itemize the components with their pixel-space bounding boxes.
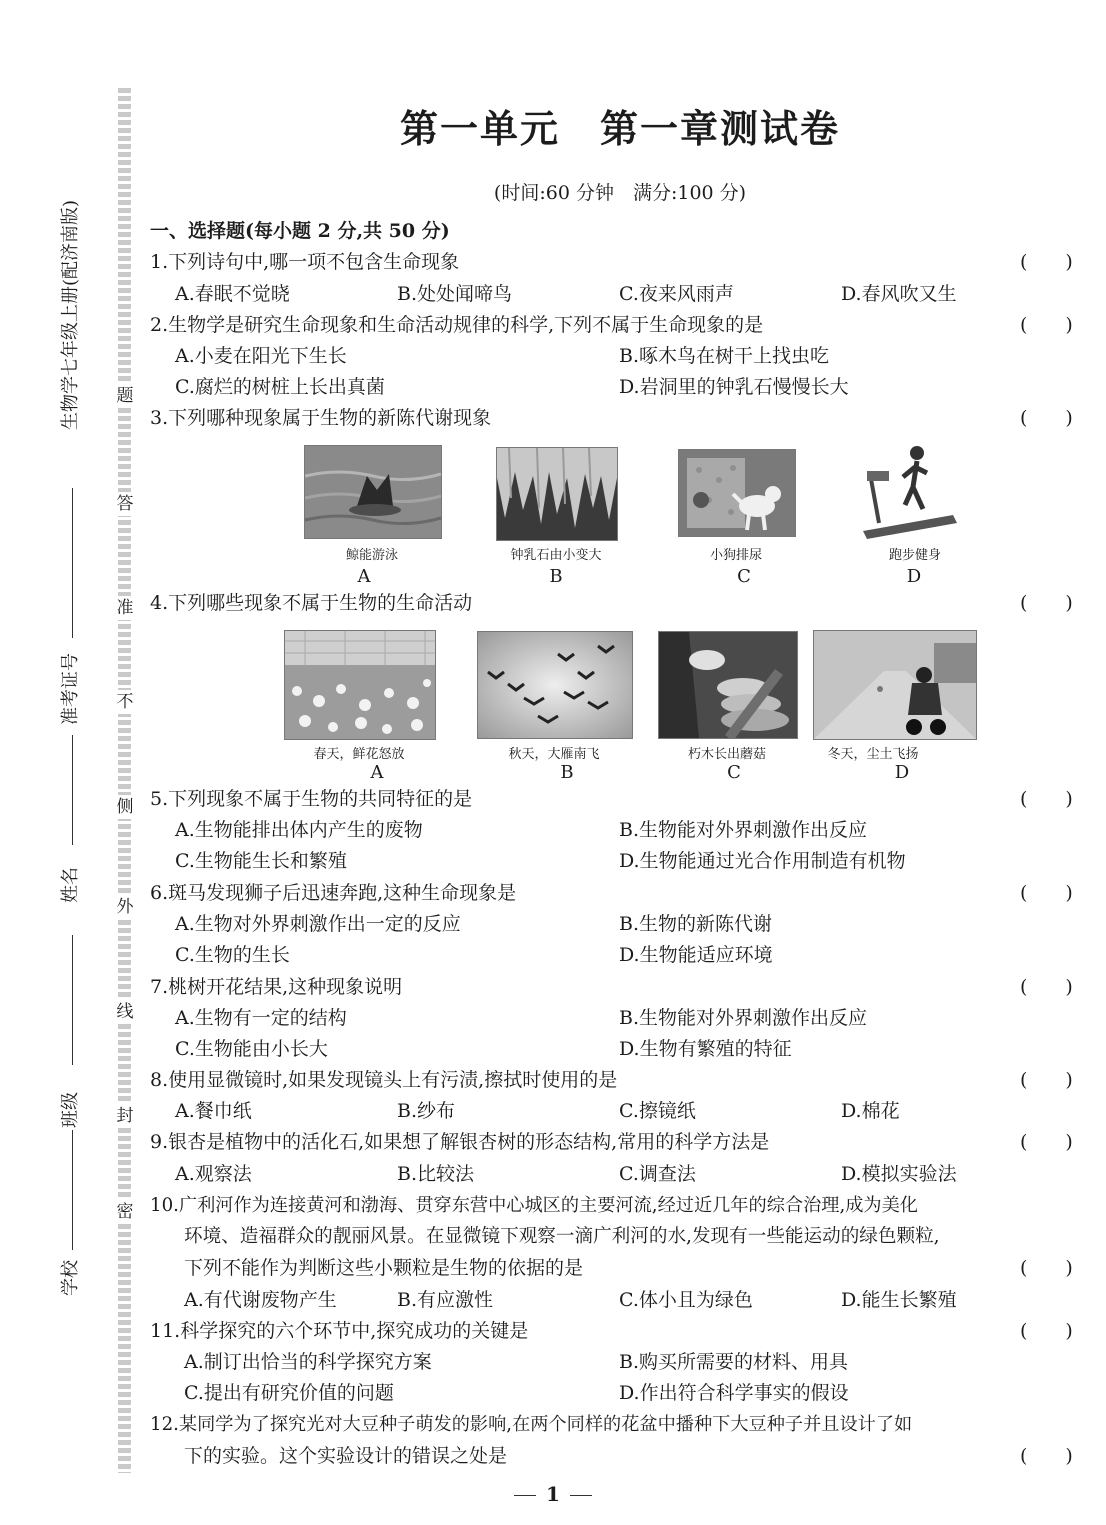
q2-option-a: A.小麦在阳光下生长 <box>175 345 347 367</box>
field-line <box>72 735 73 845</box>
q1-option-d: D.春风吹又生 <box>841 283 957 305</box>
answer-blank[interactable]: ( ) <box>1020 1445 1073 1467</box>
answer-blank[interactable]: ( ) <box>1020 788 1073 810</box>
answer-blank[interactable]: ( ) <box>1020 407 1073 429</box>
question-10-line-1: 10.广利河作为连接黄河和渤海、贯穿东营中心城区的主要河流,经过近几年的综合治理,成为美化 <box>150 1195 918 1216</box>
q2-option-d: D.岩洞里的钟乳石慢慢长大 <box>619 376 849 398</box>
field-name: 姓名 <box>60 867 81 903</box>
q4-label-a: A <box>370 762 384 783</box>
q7-option-a: A.生物有一定的结构 <box>175 1007 347 1029</box>
page-number <box>0 1482 1106 1506</box>
page-number-dash <box>570 1495 592 1496</box>
q1-option-c: C.夜来风雨声 <box>619 283 734 305</box>
question-10-line-2: 环境、造福群众的靓丽风景。在显微镜下观察一滴广利河的水,发现有一些能运动的绿色颗粒, <box>184 1226 940 1247</box>
field-exam-number: 准考证号 <box>60 653 81 725</box>
q5-option-b: B.生物能对外界刺激作出反应 <box>619 819 868 841</box>
binding-margin <box>0 0 140 1525</box>
answer-blank[interactable]: ( ) <box>1020 1257 1073 1279</box>
section-heading: 一、选择题(每小题 2 分,共 50 分) <box>150 220 450 242</box>
seal-char: 线 <box>112 1000 138 1024</box>
question-8-stem: 8.使用显微镜时,如果发现镜头上有污渍,擦拭时使用的是 <box>150 1069 618 1091</box>
field-line <box>72 488 73 638</box>
q10-option-b: B.有应激性 <box>397 1289 494 1311</box>
answer-blank[interactable]: ( ) <box>1020 976 1073 998</box>
question-10-line-3: 下列不能作为判断这些小颗粒是生物的依据的是 <box>184 1257 584 1279</box>
q5-option-d: D.生物能通过光合作用制造有机物 <box>619 850 906 872</box>
q8-option-a: A.餐巾纸 <box>175 1100 252 1122</box>
q6-option-d: D.生物能适应环境 <box>619 944 773 966</box>
q6-option-c: C.生物的生长 <box>175 944 290 966</box>
q4-caption-a: 春天，鲜花怒放 <box>313 747 405 762</box>
q11-option-c: C.提出有研究价值的问题 <box>184 1382 394 1404</box>
q4-caption-d: 冬天，尘土飞扬 <box>827 747 919 762</box>
seal-char: 不 <box>112 690 138 714</box>
seal-char: 答 <box>112 492 138 516</box>
answer-blank[interactable]: ( ) <box>1020 314 1073 336</box>
q10-option-a: A.有代谢废物产生 <box>184 1289 337 1311</box>
treadmill-running-image <box>856 438 962 540</box>
whale-swimming-image <box>304 445 442 539</box>
q2-option-c: C.腐烂的树桩上长出真菌 <box>175 376 385 398</box>
seal-char: 密 <box>112 1200 138 1224</box>
q3-label-d: D <box>906 566 922 587</box>
question-12-line-2: 下的实验。这个实验设计的错误之处是 <box>184 1445 508 1467</box>
q5-option-a: A.生物能排出体内产生的废物 <box>175 819 423 841</box>
q8-option-b: B.纱布 <box>397 1100 456 1122</box>
question-1-stem: 1.下列诗句中,哪一项不包含生命现象 <box>150 251 460 273</box>
q3-caption-d: 跑步健身 <box>888 548 941 563</box>
question-9-stem: 9.银杏是植物中的活化石,如果想了解银杏树的形态结构,常用的科学方法是 <box>150 1131 770 1153</box>
question-11-stem: 11.科学探究的六个环节中,探究成功的关键是 <box>150 1320 529 1342</box>
seal-char: 准 <box>112 596 138 620</box>
q9-option-b: B.比较法 <box>397 1163 475 1185</box>
q4-label-c: C <box>727 762 741 783</box>
q1-option-b: B.处处闻啼鸟 <box>397 283 513 305</box>
mushrooms-on-log-image <box>658 631 798 739</box>
q9-option-a: A.观察法 <box>175 1163 252 1185</box>
answer-blank[interactable]: ( ) <box>1020 592 1073 614</box>
question-7-stem: 7.桃树开花结果,这种现象说明 <box>150 976 403 998</box>
q11-option-a: A.制订出恰当的科学探究方案 <box>184 1351 432 1373</box>
q4-label-b: B <box>560 762 574 783</box>
answer-blank[interactable]: ( ) <box>1020 882 1073 904</box>
seal-char: 题 <box>112 384 138 408</box>
question-5-stem: 5.下列现象不属于生物的共同特征的是 <box>150 788 473 810</box>
q4-caption-c: 朽木长出蘑菇 <box>687 747 766 762</box>
spring-flowers-image <box>284 630 436 740</box>
q7-option-d: D.生物有繁殖的特征 <box>619 1038 792 1060</box>
answer-blank[interactable]: ( ) <box>1020 1131 1073 1153</box>
book-name: 生物学七年级上册(配济南版) <box>60 199 81 430</box>
seal-char: 封 <box>112 1104 138 1128</box>
field-line <box>72 1130 73 1250</box>
question-2-stem: 2.生物学是研究生命现象和生命活动规律的科学,下列不属于生命现象的是 <box>150 314 764 336</box>
q4-label-d: D <box>894 762 910 783</box>
q9-option-c: C.调查法 <box>619 1163 696 1185</box>
q9-option-d: D.模拟实验法 <box>841 1163 957 1185</box>
q3-caption-b: 钟乳石由小变大 <box>510 548 602 563</box>
q3-caption-a: 鲸能游泳 <box>345 548 398 563</box>
question-6-stem: 6.斑马发现狮子后迅速奔跑,这种生命现象是 <box>150 882 517 904</box>
field-school: 学校 <box>60 1260 81 1296</box>
q4-caption-b: 秋天，大雁南飞 <box>508 747 600 762</box>
geese-flying-image <box>477 631 633 739</box>
stalactite-image <box>496 447 618 541</box>
q10-option-c: C.体小且为绿色 <box>619 1289 753 1311</box>
q3-caption-c: 小狗排尿 <box>709 548 762 563</box>
page-title: 第一单元 第一章测试卷 <box>399 106 840 151</box>
q8-option-c: C.擦镜纸 <box>619 1100 696 1122</box>
q6-option-b: B.生物的新陈代谢 <box>619 913 773 935</box>
q3-label-a: A <box>357 566 371 587</box>
q6-option-a: A.生物对外界刺激作出一定的反应 <box>175 913 461 935</box>
page-number-value: 1 <box>546 1482 560 1506</box>
dog-peeing-image <box>678 449 796 537</box>
question-12-line-1: 12.某同学为了探究光对大豆种子萌发的影响,在两个同样的花盆中播种下大豆种子并且设计了如 <box>150 1414 913 1435</box>
field-line <box>72 935 73 1065</box>
q7-option-b: B.生物能对外界刺激作出反应 <box>619 1007 868 1029</box>
q10-option-d: D.能生长繁殖 <box>841 1289 957 1311</box>
seal-char: 侧 <box>112 795 138 819</box>
seal-line-stripe <box>118 88 131 1473</box>
question-3-stem: 3.下列哪种现象属于生物的新陈代谢现象 <box>150 407 492 429</box>
field-class: 班级 <box>60 1092 81 1128</box>
q7-option-c: C.生物能由小长大 <box>175 1038 328 1060</box>
q1-option-a: A.春眠不觉晓 <box>175 283 290 305</box>
q8-option-d: D.棉花 <box>841 1100 900 1122</box>
page-number-dash <box>514 1495 536 1496</box>
question-4-stem: 4.下列哪些现象不属于生物的生命活动 <box>150 592 473 614</box>
answer-blank[interactable]: ( ) <box>1020 251 1073 273</box>
answer-blank[interactable]: ( ) <box>1020 1069 1073 1091</box>
q3-label-b: B <box>549 566 563 587</box>
page-subtitle: (时间:60 分钟 满分:100 分) <box>493 182 747 204</box>
seal-char: 外 <box>112 895 138 919</box>
q2-option-b: B.啄木鸟在树干上找虫吃 <box>619 345 830 367</box>
answer-blank[interactable]: ( ) <box>1020 1320 1073 1342</box>
q3-label-c: C <box>737 566 751 587</box>
q11-option-b: B.购买所需要的材料、用具 <box>619 1351 849 1373</box>
dusty-road-image <box>813 630 977 740</box>
q11-option-d: D.作出符合科学事实的假设 <box>619 1382 849 1404</box>
q5-option-c: C.生物能生长和繁殖 <box>175 850 347 872</box>
